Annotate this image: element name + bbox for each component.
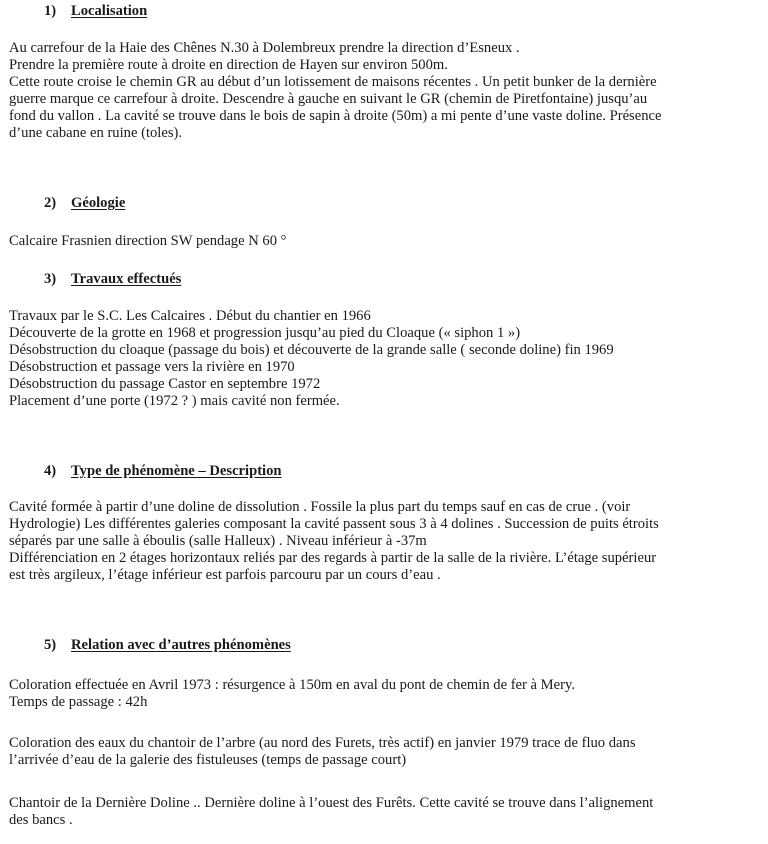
text-line: Chantoir de la Dernière Doline .. Dernière doline à l’ouest des Furêts. Cette cavité se trouve dans l’alignement	[9, 795, 654, 811]
section-number: 4)	[44, 463, 57, 479]
text-line: Cavité formée à partir d’une doline de dissolution . Fossile la plus part du temps sauf en cas de crue . (voir	[9, 499, 631, 515]
text-line: est très argileux, l’étage inférieur est parfois parcouru par un cours d’eau .	[9, 567, 441, 583]
section-heading-geologie	[44, 195, 125, 212]
text-line: Coloration des eaux du chantoir de l’arbre (au nord des Furets, très actif) en janvier 1979 trace de fluo dans	[9, 735, 636, 751]
section-title: Type de phénomène – Description	[71, 463, 282, 479]
section-number: 3)	[44, 271, 57, 287]
text-line: Découverte de la grotte en 1968 et progression jusqu’au pied du Cloaque (« siphon 1 »)	[9, 325, 521, 341]
text-line: Au carrefour de la Haie des Chênes N.30 à Dolembreux prendre la direction d’Esneux .	[9, 40, 520, 56]
text-line: Placement d’une porte (1972 ? ) mais cavité non fermée.	[9, 393, 340, 409]
section-title: Travaux effectués	[71, 271, 182, 287]
text-line: Cette route croise le chemin GR au début d’un lotissement de maisons récentes . Un petit bunker de la dernière	[9, 74, 657, 90]
text-line: guerre marque ce carrefour à droite. Descendre à gauche en suivant le GR (chemin de Piretfontaine) jusqu’au	[9, 91, 648, 107]
text-line: Désobstruction du passage Castor en septembre 1972	[9, 376, 321, 392]
section-heading-type-phenomene	[44, 463, 282, 480]
paragraph-coloration-1973	[9, 677, 761, 711]
section-title: Localisation	[71, 3, 148, 19]
text-line: Temps de passage : 42h	[9, 694, 148, 710]
paragraph-description	[9, 499, 761, 584]
text-line: Coloration effectuée en Avril 1973 : résurgence à 150m en aval du pont de chemin de fer à Mery.	[9, 677, 575, 693]
text-line: Désobstruction du cloaque (passage du bois) et découverte de la grande salle ( seconde doline) fin 1969	[9, 342, 614, 358]
section-heading-travaux	[44, 271, 181, 288]
text-line: Hydrologie) Les différentes galeries composant la cavité passent sous 3 à 4 dolines . Succession de puits étroits	[9, 516, 659, 532]
section-heading-relation	[44, 637, 291, 654]
text-line: Désobstruction et passage vers la rivière en 1970	[9, 359, 295, 375]
text-line: séparés par une salle à éboulis (salle Halleux) . Niveau inférieur à -37m	[9, 533, 427, 549]
text-line: Différenciation en 2 étages horizontaux reliés par des regards à partir de la salle de la rivière. L’étage supérieur	[9, 550, 657, 566]
paragraph-localisation	[9, 40, 761, 142]
text-line: Prendre la première route à droite en direction de Hayen sur environ 500m.	[9, 57, 448, 73]
section-heading-localisation	[44, 3, 147, 20]
text-line: l’arrivée d’eau de la galerie des fistuleuses (temps de passage court)	[9, 752, 407, 768]
section-number: 1)	[44, 3, 57, 19]
paragraph-geologie	[9, 233, 761, 250]
text-line: Travaux par le S.C. Les Calcaires . Début du chantier en 1966	[9, 308, 371, 324]
text-line: Calcaire Frasnien direction SW pendage N 60 °	[9, 233, 287, 249]
text-line: fond du vallon . La cavité se trouve dans le bois de sapin à droite (50m) a mi pente d’une vaste doline. Présence	[9, 108, 662, 124]
section-title: Géologie	[71, 195, 126, 211]
paragraph-chantoir	[9, 795, 761, 829]
paragraph-coloration-1979	[9, 735, 761, 769]
section-number: 2)	[44, 195, 57, 211]
text-line: des bancs .	[9, 812, 73, 828]
text-line: d’une cabane en ruine (toles).	[9, 125, 183, 141]
paragraph-travaux	[9, 308, 761, 410]
section-number: 5)	[44, 637, 57, 653]
section-title: Relation avec d’autres phénomènes	[71, 637, 291, 653]
